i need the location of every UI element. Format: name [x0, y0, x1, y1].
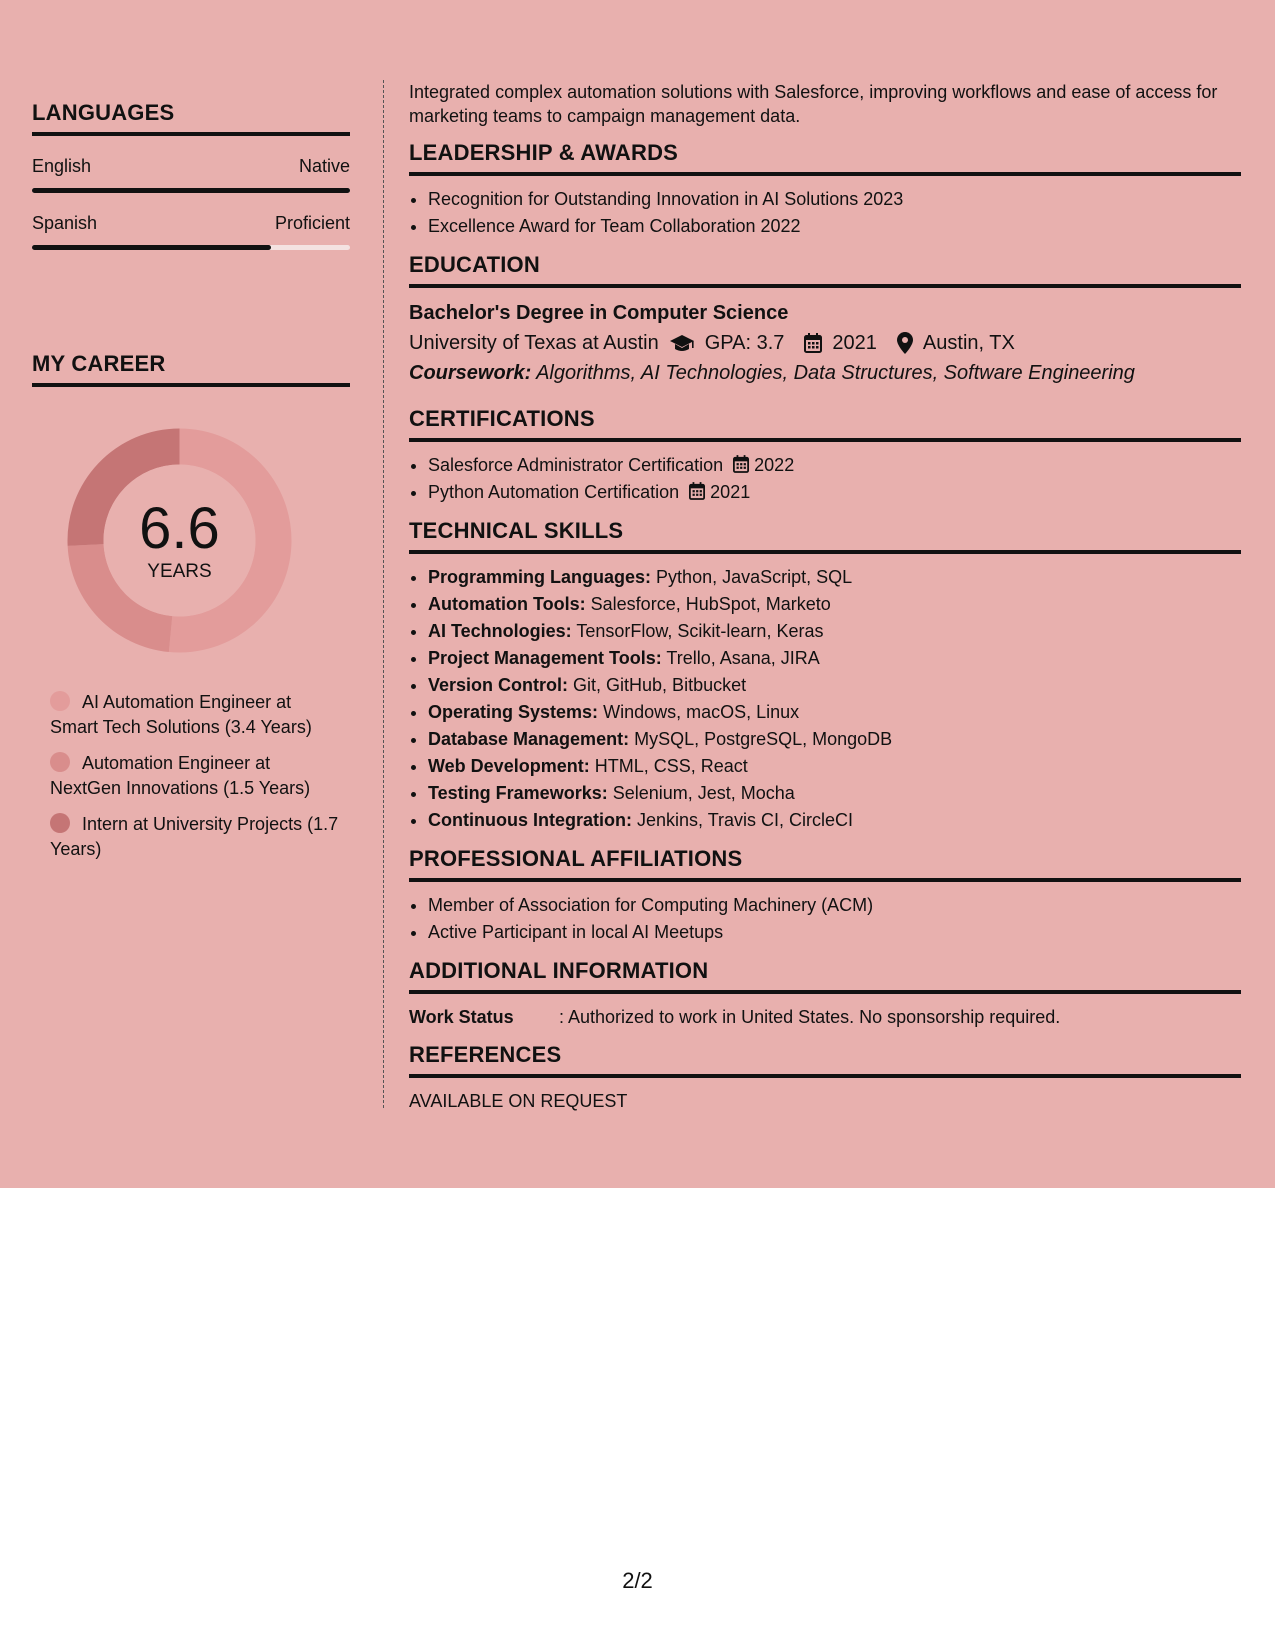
skill-value: Salesforce, HubSpot, Marketo: [590, 594, 831, 614]
education-title: EDUCATION: [409, 252, 1241, 288]
education-details: [409, 328, 1241, 358]
coursework-value: Algorithms, AI Technologies, Data Structures, Software Engineering: [536, 362, 1135, 384]
skill-item: [428, 726, 1241, 753]
references-section: [409, 1042, 1241, 1114]
skill-item: [428, 645, 1241, 672]
education-location: Austin, TX: [922, 332, 1015, 354]
legend-label: AI Automation Engineer at Smart Tech Solutions (3.4 Years): [50, 692, 312, 737]
skill-label: Database Management:: [428, 729, 630, 749]
languages-title: LANGUAGES: [32, 100, 350, 136]
skill-label: Operating Systems:: [428, 702, 599, 722]
skill-label: Automation Tools:: [428, 594, 586, 614]
career-total-unit: YEARS: [147, 560, 212, 582]
list-item: • Member of Association for Computing Machinery (ACM): [428, 892, 1241, 919]
skill-label: Version Control:: [428, 675, 569, 695]
skill-value: Windows, macOS, Linux: [603, 702, 800, 722]
language-item: [32, 213, 350, 250]
skill-label: Continuous Integration:: [428, 810, 632, 830]
legend-dot: [50, 752, 70, 772]
column-divider: [383, 80, 384, 1108]
leadership-section: [409, 140, 1241, 240]
skill-label: Programming Languages:: [428, 567, 652, 587]
skill-item: [428, 591, 1241, 618]
skill-value: HTML, CSS, React: [594, 756, 748, 776]
certification-year: 2022: [754, 455, 795, 475]
skill-item: [428, 699, 1241, 726]
main-column: [409, 80, 1241, 1126]
skill-label: AI Technologies:: [428, 621, 572, 641]
list-item: • Active Participant in local AI Meetups: [428, 919, 1241, 946]
language-level: Proficient: [274, 213, 350, 233]
certification-name: Salesforce Administrator Certification: [428, 455, 724, 475]
skill-item: [428, 753, 1241, 780]
calendar-icon: [689, 482, 705, 500]
career-legend: [50, 690, 340, 873]
legend-dot: [50, 813, 70, 833]
additional-section: [409, 958, 1241, 1030]
certification-item: [428, 452, 1241, 479]
affiliations-title: PROFESSIONAL AFFILIATIONS: [409, 846, 1241, 882]
skill-item: [428, 564, 1241, 591]
skill-label: Web Development:: [428, 756, 590, 776]
education-coursework: [409, 358, 1241, 388]
legend-item: [50, 751, 340, 801]
skill-item: [428, 618, 1241, 645]
career-total-value: 6.6: [139, 495, 220, 561]
certifications-title: CERTIFICATIONS: [409, 406, 1241, 442]
list-item: • Excellence Award for Team Collaboration 2022: [428, 213, 1241, 240]
certification-item: [428, 479, 1241, 506]
map-pin-icon: [897, 332, 913, 354]
certification-name: Python Automation Certification: [428, 482, 680, 502]
calendar-icon: [804, 333, 822, 353]
legend-label: Automation Engineer at NextGen Innovations (1.5 Years): [50, 753, 311, 798]
legend-item: [50, 690, 340, 740]
calendar-icon: [733, 455, 749, 473]
education-gpa: GPA: 3.7: [704, 332, 785, 354]
references-title: REFERENCES: [409, 1042, 1241, 1078]
skill-value: Python, JavaScript, SQL: [656, 567, 853, 587]
certifications-section: [409, 406, 1241, 506]
skill-label: Testing Frameworks:: [428, 783, 608, 803]
language-bar-fill: [32, 245, 271, 250]
legend-item: [50, 812, 340, 862]
work-status-label: Work Status: [409, 1007, 514, 1027]
additional-title: ADDITIONAL INFORMATION: [409, 958, 1241, 994]
language-level: Native: [298, 156, 350, 176]
legend-label: Intern at University Projects (1.7 Years): [50, 814, 339, 859]
skill-item: [428, 780, 1241, 807]
education-section: [409, 252, 1241, 388]
language-bar-fill: [32, 188, 350, 193]
language-item: [32, 156, 350, 193]
skill-item: [428, 807, 1241, 834]
skill-value: MySQL, PostgreSQL, MongoDB: [634, 729, 893, 749]
skill-value: Trello, Asana, JIRA: [666, 648, 820, 668]
legend-dot: [50, 691, 70, 711]
language-name: Spanish: [32, 213, 98, 233]
language-name: English: [32, 156, 92, 176]
affiliations-section: [409, 846, 1241, 946]
leadership-title: LEADERSHIP & AWARDS: [409, 140, 1241, 176]
list-item: • Recognition for Outstanding Innovation in AI Solutions 2023: [428, 186, 1241, 213]
language-bar: [32, 188, 350, 193]
work-status-row: [409, 1004, 1241, 1030]
language-bar: [32, 245, 350, 250]
career-donut-chart: [67, 428, 292, 653]
languages-section: [32, 100, 350, 250]
career-section: [32, 351, 350, 387]
skill-value: Selenium, Jest, Mocha: [612, 783, 795, 803]
education-year: 2021: [832, 332, 877, 354]
certification-year: 2021: [710, 482, 751, 502]
education-degree: Bachelor's Degree in Computer Science: [409, 302, 789, 324]
skill-value: Git, GitHub, Bitbucket: [573, 675, 747, 695]
page-number: 2/2: [622, 1568, 653, 1593]
skill-value: Jenkins, Travis CI, CircleCI: [636, 810, 854, 830]
skill-label: Project Management Tools:: [428, 648, 662, 668]
skills-title: TECHNICAL SKILLS: [409, 518, 1241, 554]
work-status-value: : Authorized to work in United States. No sponsorship required.: [559, 1007, 1061, 1027]
coursework-label: Coursework:: [409, 362, 532, 384]
education-school: University of Texas at Austin: [409, 332, 659, 354]
skill-item: [428, 672, 1241, 699]
skill-value: TensorFlow, Scikit-learn, Keras: [576, 621, 824, 641]
references-text: AVAILABLE ON REQUEST: [409, 1091, 628, 1111]
career-title: MY CAREER: [32, 351, 350, 387]
graduation-cap-icon: [669, 333, 695, 353]
skills-section: [409, 518, 1241, 834]
intro-paragraph: Integrated complex automation solutions with Salesforce, improving workflows and ease of access for marketing teams to campaign management data.: [409, 82, 1218, 126]
